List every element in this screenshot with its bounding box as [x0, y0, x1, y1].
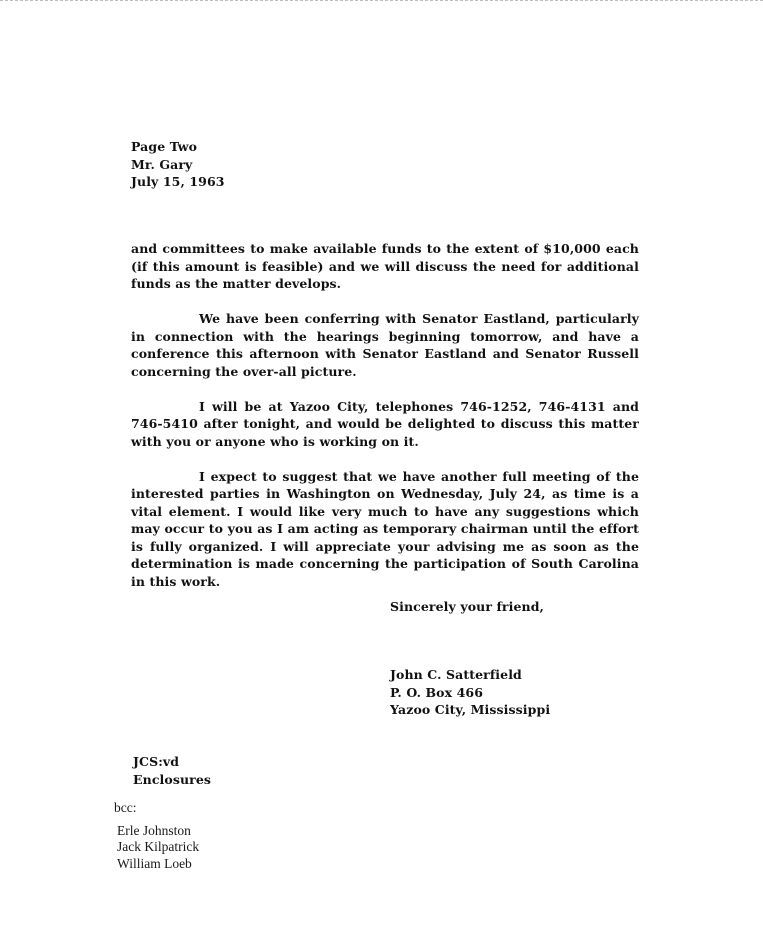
bcc-recipient: Erle Johnston [117, 822, 191, 838]
bcc-recipient-list [114, 823, 199, 873]
signature-block [390, 666, 640, 719]
letter-header [131, 138, 431, 191]
body-paragraph-4: I expect to suggest that we have another full meeting of the interested parties in Washington on Wednesday, July 24, as time is a vital element. I would like very much to have any suggestions which may occur to you as I am acting as temporary chairman until the effort is fully organized. I will appreciate your advising me as soon as the determination is made concerning the participation of South Carolina in this work. [131, 468, 639, 589]
signer-city: Yazoo City, Mississippi [390, 702, 551, 717]
complimentary-closing: Sincerely your friend, [390, 599, 545, 614]
enclosures-note: Enclosures [133, 771, 212, 787]
addressee-line: Mr. Gary [131, 156, 193, 172]
bcc-block [114, 800, 199, 872]
page-number-line: Page Two [131, 139, 198, 154]
date-line: July 15, 1963 [131, 174, 225, 189]
signer-name: John C. Satterfield [390, 667, 522, 682]
page-top-edge [0, 0, 763, 1]
bcc-label: bcc: [114, 800, 137, 815]
bcc-recipient: William Loeb [117, 855, 192, 871]
letter-body [131, 240, 639, 608]
body-paragraph-3: I will be at Yazoo City, telephones 746-1252, 746-4131 and 746-5410 after tonight, and would be delighted to discuss this matter with you or anyone who is working on it. [131, 398, 639, 449]
typist-initials: JCS:vd [133, 754, 180, 769]
signer-po-box: P. O. Box 466 [390, 684, 483, 700]
bcc-recipient: Jack Kilpatrick [117, 839, 200, 854]
body-paragraph-1: and committees to make available funds to the extent of $10,000 each (if this amount is feasible) and we will discuss the need for additional funds as the matter develops. [131, 241, 639, 291]
reference-block [133, 753, 333, 788]
body-paragraph-2: We have been conferring with Senator Eastland, particularly in connection with the hearings beginning tomorrow, and have a conference this afternoon with Senator Eastland and Senator Russell concerning the over-all picture. [131, 311, 639, 379]
